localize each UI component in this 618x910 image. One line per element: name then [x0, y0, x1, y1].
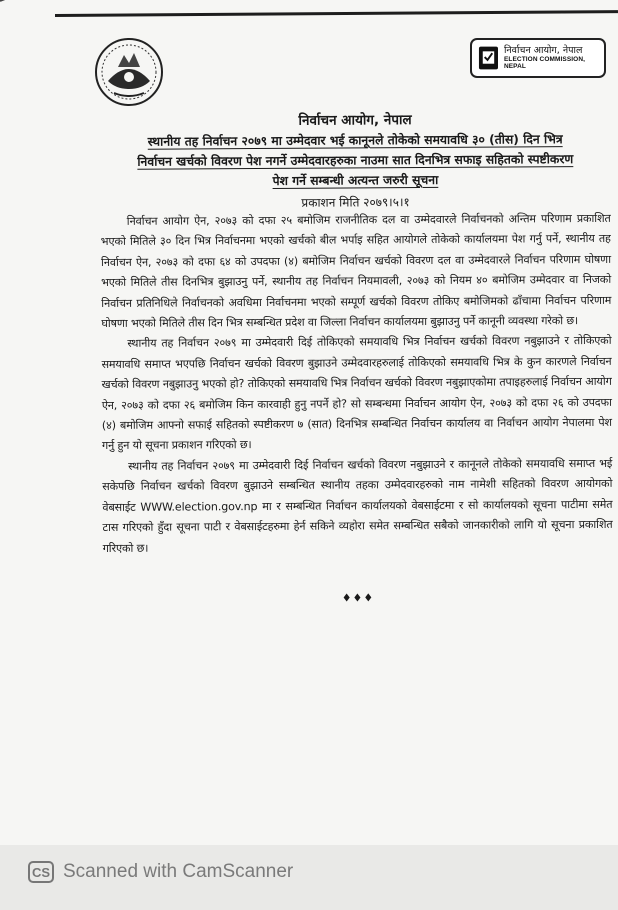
- nepal-government-emblem-icon: [94, 37, 164, 107]
- camscanner-icon: CS: [28, 861, 54, 883]
- election-commission-logo: [470, 38, 606, 78]
- heading-line-2: निर्वाचन खर्चको विवरण पेश नगर्ने उम्मेदवारहरुका नाउमा सात दिनभित्र सफाइ सहितको स्पष्टीकरण: [137, 152, 574, 169]
- heading-line-1: स्थानीय तह निर्वाचन २०७९ मा उम्मेदवार भई कानूनले तोकेको समयावधि ३० (तीस) दिन भित्र: [147, 132, 563, 149]
- body-paragraph-1: निर्वाचन आयोग ऐन, २०७३ को दफा २५ बमोजिम राजनीतिक दल वा उम्मेदवारले निर्वाचनको अन्तिम परिणाम प्रकाशित भएको मितिले ३० दिन भित्र निर्वाचनमा भएको खर्चको बील भर्पाइ सहित आयोगले तोकेको कार्यालयमा पेश गर्नु पर्ने, स्थानीय तह निर्वाचन ऐन, २०७३ को दफा ६४ को उपदफा (४) बमोजिम निर्वाचन खर्चको विवरण दल वा उम्मेदवारले निर्वाचन परिणाम घोषणा भएको मितिले तीस दिनभित्र बुझाउनु पर्ने, स्थानीय तह निर्वाचन नियमावली, २०७३ को नियम ४० बमोजिम उम्मेदवार वा निजको निर्वाचन प्रतिनिधिले निर्वाचनको अवधिमा निर्वाचनमा भएको सम्पूर्ण खर्चको विवरण तोकिए बमोजिमको ढाँचामा निर्वाचन परिणाम घोषणा भएको मितिले तीस दिन भित्र सम्बन्धित प्रदेश वा जिल्ला निर्वाचन कार्यालयमा बुझाउनु पर्ने कानूनी व्यवस्था गरेको छ।: [100, 211, 612, 331]
- camscanner-watermark: [28, 861, 293, 883]
- body-paragraph-2: स्थानीय तह निर्वाचन २०७९ मा उम्मेदवारी दिई तोकिएको समयावधि भित्र निर्वाचन खर्चको विवरण नबुझाउने र तोकिएको समयावधि समाप्त भएपछि निर्वाचन खर्चको विवरण बुझाउने उम्मेदवारहरुलाई तोकिएको समयावधि भित्र के कुन कारणले निर्वाचन खर्चको विवरण नबुझाउनु भएको हो? तोकिएको समयावधि भित्र निर्वाचन खर्चको विवरण नबुझाएकोमा तपाइहरुलाई निर्वाचन आयोग ऐन, २०७३ को दफा २६ बमोजिम किन कारवाही हुनु नपर्ने हो? सो सम्बन्धमा निर्वाचन आयोग ऐन, २०७३ को दफा २६ को उपदफा (४) बमोजिम आफ्नो सफाई सहितको स्पष्टीकरण ७ (सात) दिनभित्र सम्बन्धित निर्वाचन कार्यालय वा निर्वाचन आयोग नेपालमा पेश गर्नु हुन यो सूचना प्रकाशन गरिएको छ।: [101, 334, 612, 453]
- corner-fold-line: [0, 0, 45, 2]
- body-paragraph-3: स्थानीय तह निर्वाचन २०७९ मा उम्मेदवारी दिई निर्वाचन खर्चको विवरण नबुझाउने र कानूनले तोकेको समयावधि समाप्त भई सकेपछि निर्वाचन खर्चको विवरण बुझाउने सम्बन्धित स्थानीय तहका उम्मेदवारहरुको नाम नामेशी सहितको विवरण आयोगको वेबसाईट WWW.election.gov.np मा र सम्बन्धित निर्वाचन कार्यालयको वेबसाईटमा र सो कार्यालयको सूचना पाटीमा समेत टास गरिएको हुँदा सूचना पाटी र वेबसाईटहरुमा हेर्न सकिने व्यहोरा समेत सम्बन्धित सबैको जानकारीको लागि यो सूचना प्रकाशित गरिएको छ।: [102, 456, 613, 555]
- ballot-box-icon: [478, 45, 499, 71]
- organization-title: निर्वाचन आयोग, नेपाल: [298, 112, 412, 129]
- publication-date: प्रकाशन मिति २०७९।५।१: [301, 195, 410, 210]
- logo-name-english: ELECTION COMMISSION, NEPAL: [503, 56, 586, 71]
- end-divider: ♦♦♦: [341, 591, 375, 605]
- notice-heading: [100, 129, 610, 192]
- camscanner-text: Scanned with CamScanner: [63, 861, 294, 882]
- notice-document: [100, 109, 613, 606]
- logo-name-nepali: निर्वाचन आयोग, नेपाल: [503, 44, 583, 56]
- top-rule: [55, 10, 618, 17]
- heading-line-3: पेश गर्ने सम्बन्धी अत्यन्त जरुरी सूचना: [272, 172, 439, 188]
